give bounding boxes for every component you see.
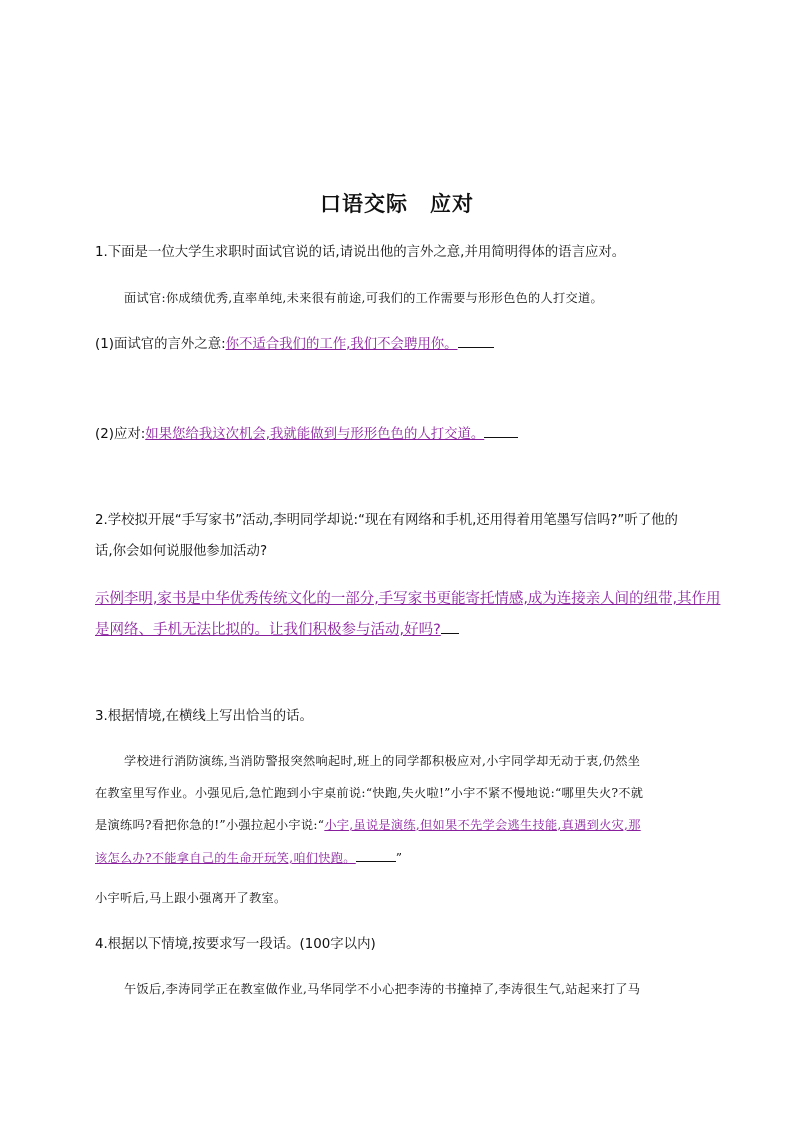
q3-answer-line2: 该怎么办?不能拿自己的生命开玩笑,咱们快跑。	[95, 851, 356, 865]
q3-story-line3	[95, 815, 641, 835]
q3-story-line1: 学校进行消防演练,当消防警报突然响起时,班上的同学都积极应对,小宇同学却无动于衷,仍然坐	[124, 754, 641, 768]
q4-prompt: 4.根据以下情境,按要求写一段话。(100字以内)	[95, 937, 376, 952]
answer-blank-line	[441, 619, 459, 634]
q2-answer-line1: 示例李明,家书是中华优秀传统文化的一部分,手写家书更能寄托情感,成为连接亲人间的纽带,其作用	[95, 591, 721, 607]
q1-sub1	[95, 333, 494, 355]
answer-blank-line	[484, 423, 518, 438]
q3-story-line3-pre: 是演练吗?看把你急的!”小强拉起小宇说:“	[95, 818, 325, 832]
q2-prompt-line2: 话,你会如何说服他参加活动?	[95, 544, 268, 559]
q4-story-line1: 午饭后,李涛同学正在教室做作业,马华同学不小心把李涛的书撞掉了,李涛很生气,站起来打了马	[124, 982, 641, 996]
q1-sub2-answer: 如果您给我这次机会,我就能做到与形形色色的人打交道。	[145, 427, 485, 442]
q2-answer-line2	[95, 618, 459, 639]
q3-prompt: 3.根据情境,在横线上写出恰当的话。	[95, 709, 313, 724]
q1-sub2	[95, 423, 518, 445]
q1-prompt: 1.下面是一位大学生求职时面试官说的话,请说出他的言外之意,并用简明得体的语言应对。	[95, 245, 626, 260]
q1-sub2-label: (2)应对:	[95, 427, 146, 442]
q2-answer-line2-text: 是网络、手机无法比拟的。让我们积极参与活动,好吗?	[95, 622, 441, 638]
q3-answer-line1: 小宇,虽说是演练,但如果不先学会逃生技能,真遇到火灾,那	[324, 818, 641, 832]
q1-quote: 面试官:你成绩优秀,直率单纯,未来很有前途,可我们的工作需要与形形色色的人打交道。	[124, 291, 603, 305]
answer-blank-line	[458, 333, 494, 348]
q3-after: 小宇听后,马上跟小强离开了教室。	[95, 891, 287, 905]
q3-close-quote: ”	[395, 851, 403, 865]
answer-blank-line	[356, 847, 396, 862]
q3-story-line2: 在教室里写作业。小强见后,急忙跑到小宇桌前说:“快跑,失火啦!”小宇不紧不慢地说:“哪里失火?不就	[95, 786, 644, 800]
q3-answer-line2-row	[95, 847, 402, 868]
q1-sub1-answer: 你不适合我们的工作,我们不会聘用你。	[225, 337, 458, 352]
q1-sub1-label: (1)面试官的言外之意:	[95, 337, 226, 352]
q2-prompt-line1: 2.学校拟开展“手写家书”活动,李明同学却说:“现在有网络和手机,还用得着用笔墨写信吗?”听了他的	[95, 513, 678, 528]
page-title: 口语交际 应对	[320, 191, 474, 216]
